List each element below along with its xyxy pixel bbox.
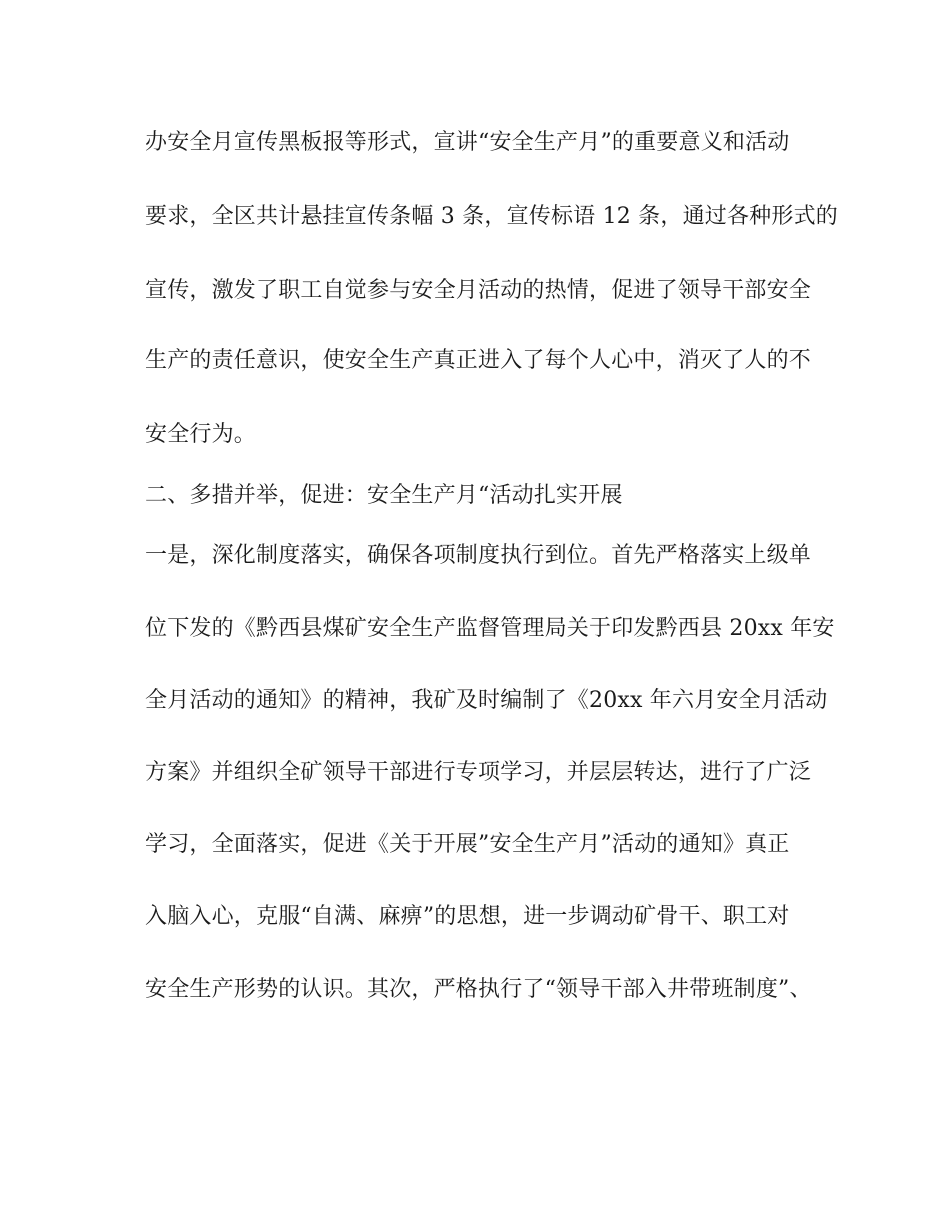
paragraph-line: 办安全月宣传黑板报等形式，宣讲“安全生产月”的重要意义和活动 [145, 130, 790, 155]
paragraph-line: 安全生产形势的认识。其次，严格执行了“领导干部入井带班制度”、 [145, 977, 812, 1002]
paragraph-line: 一是，深化制度落实，确保各项制度执行到位。首先严格落实上级单 [145, 543, 812, 568]
paragraph-line: 学习，全面落实，促进《关于开展”安全生产月”活动的通知》真正 [145, 832, 790, 857]
paragraph-line: 方案》并组织全矿领导干部进行专项学习，并层层转达，进行了广泛 [145, 760, 812, 785]
paragraph-line: 位下发的《黔西县煤矿安全生产监督管理局关于印发黔西县 20xx 年安 [145, 616, 835, 641]
paragraph-line: 宣传，激发了职工自觉参与安全月活动的热情，促进了领导干部安全 [145, 278, 812, 303]
paragraph-line: 生产的责任意识，使安全生产真正进入了每个人心中，消灭了人的不 [145, 348, 812, 373]
paragraph-line: 要求，全区共计悬挂宣传条幅 3 条，宣传标语 12 条，通过各种形式的 [145, 204, 838, 229]
paragraph-line: 入脑入心，克服“自满、麻痹”的思想，进一步调动矿骨干、职工对 [145, 904, 790, 929]
section-heading: 二、多措并举，促进：安全生产月“活动扎实开展 [145, 483, 623, 508]
paragraph-line: 安全行为。 [145, 422, 257, 447]
paragraph-line: 全月活动的通知》的精神，我矿及时编制了《20xx 年六月安全月活动 [145, 688, 828, 713]
